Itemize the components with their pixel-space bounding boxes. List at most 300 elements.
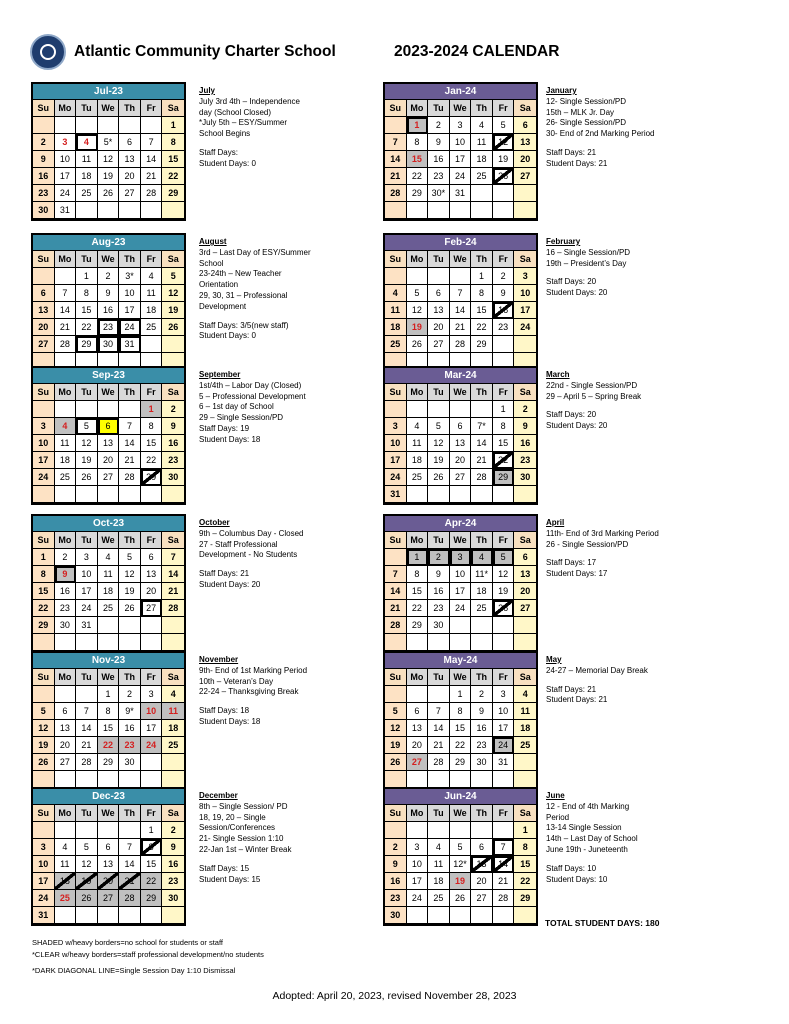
day-cell: 10	[407, 856, 429, 873]
notes-line: 26 - Single Session/PD	[546, 539, 629, 549]
legend-shaded: SHADED w/heavy borders=no school for students or staff	[32, 938, 223, 947]
notes-line: 22nd - Single Session/PD	[546, 380, 638, 390]
day-cell: 29	[33, 617, 55, 634]
day-cell: 5	[33, 703, 55, 720]
day-cell: 3	[76, 549, 98, 566]
day-cell: 24	[493, 737, 515, 754]
day-cell: 29	[493, 469, 515, 486]
day-cell: 14	[55, 302, 77, 319]
day-cell: 23	[33, 185, 55, 202]
day-cell	[450, 202, 472, 219]
day-cell: 3	[493, 686, 515, 703]
notes-line: 16 – Single Session/PD	[546, 247, 631, 257]
day-cell: 6	[119, 134, 141, 151]
day-cell: 12	[33, 720, 55, 737]
day-cell	[407, 907, 429, 924]
day-cell: 2	[55, 549, 77, 566]
day-cell: 31	[119, 336, 141, 353]
weekday-header: Fr	[493, 532, 515, 549]
weekday-header: Sa	[162, 100, 184, 117]
notes-line: School	[199, 258, 224, 268]
notes-line: Student Days: 0	[199, 331, 256, 341]
day-cell: 20	[55, 737, 77, 754]
day-cell: 23	[428, 600, 450, 617]
day-cell: 3	[55, 134, 77, 151]
day-cell: 27	[98, 469, 120, 486]
day-cell: 5	[76, 839, 98, 856]
day-cell: 25	[162, 737, 184, 754]
weekday-header: Tu	[76, 669, 98, 686]
day-cell	[493, 771, 515, 788]
notes-line: 9th- End of 1st Marking Period	[199, 665, 308, 675]
weekday-header: Fr	[141, 669, 163, 686]
day-cell: 21	[76, 737, 98, 754]
day-cell: 12	[385, 720, 407, 737]
day-cell	[98, 117, 120, 134]
notes-line: 13-14 Single Session	[546, 823, 622, 833]
notes-title: October	[199, 518, 230, 527]
day-cell	[428, 401, 450, 418]
day-cell: 20	[407, 737, 429, 754]
day-cell	[33, 401, 55, 418]
day-cell	[407, 486, 429, 503]
weekday-header: Mo	[55, 669, 77, 686]
day-cell: 6	[141, 549, 163, 566]
month-notes	[546, 86, 655, 170]
day-cell	[450, 907, 472, 924]
day-cell: 19	[33, 737, 55, 754]
notes-line	[199, 313, 311, 321]
day-cell: 22	[407, 600, 429, 617]
day-cell: 19	[76, 873, 98, 890]
day-cell: 3	[450, 549, 472, 566]
day-cell: 1	[407, 117, 429, 134]
month-calendar	[383, 82, 538, 221]
day-cell: 21	[141, 168, 163, 185]
weekday-header: Tu	[428, 532, 450, 549]
weekday-header: We	[450, 532, 472, 549]
day-cell: 9	[162, 839, 184, 856]
day-cell: 25	[385, 336, 407, 353]
day-cell	[385, 822, 407, 839]
notes-line: 11th- End of 3rd Marking Period	[546, 528, 659, 538]
notes-line: 12- Single Session/PD	[546, 96, 627, 106]
day-cell: 11	[471, 134, 493, 151]
day-cell: 31	[450, 185, 472, 202]
total-student-days: TOTAL STUDENT DAYS: 180	[545, 918, 660, 928]
day-cell: 19	[450, 873, 472, 890]
notes-title: May	[546, 655, 562, 664]
day-cell	[385, 117, 407, 134]
notes-line: 10th – Veteran’s Day	[199, 676, 274, 686]
notes-line	[546, 140, 655, 148]
day-cell	[450, 401, 472, 418]
day-cell: 17	[450, 583, 472, 600]
day-cell: 18	[471, 583, 493, 600]
day-cell: 20	[514, 151, 536, 168]
notes-line: Student Days: 20	[546, 421, 608, 431]
day-cell	[76, 771, 98, 788]
notes-line: Student Days: 10	[546, 874, 608, 884]
day-cell: 19	[407, 319, 429, 336]
notes-title: November	[199, 655, 239, 664]
day-cell	[141, 117, 163, 134]
day-cell	[471, 401, 493, 418]
notes-line: Staff Days: 21	[546, 684, 597, 694]
day-cell	[471, 634, 493, 651]
day-cell: 8	[471, 285, 493, 302]
day-cell: 18	[98, 583, 120, 600]
day-cell: 13	[33, 302, 55, 319]
notes-title: February	[546, 237, 581, 246]
notes-line: Staff Days: 18	[199, 706, 250, 716]
month-calendar	[383, 514, 538, 653]
day-cell: 6	[98, 839, 120, 856]
day-cell	[119, 617, 141, 634]
notes-title: June	[546, 791, 565, 800]
day-cell: 24	[514, 319, 536, 336]
day-cell: 9	[162, 418, 184, 435]
day-cell	[450, 486, 472, 503]
day-cell	[119, 771, 141, 788]
weekday-header: Tu	[428, 805, 450, 822]
day-cell	[385, 771, 407, 788]
month-title: Nov-23	[33, 653, 184, 669]
day-cell: 22	[493, 452, 515, 469]
day-cell: 20	[450, 452, 472, 469]
day-cell: 5	[493, 549, 515, 566]
day-cell	[385, 686, 407, 703]
day-cell: 1	[514, 822, 536, 839]
day-cell: 22	[471, 319, 493, 336]
weekday-header: Su	[385, 100, 407, 117]
day-cell	[141, 754, 163, 771]
day-cell: 26	[162, 319, 184, 336]
day-cell	[493, 336, 515, 353]
day-cell	[119, 401, 141, 418]
day-cell: 13	[450, 435, 472, 452]
month-notes	[546, 237, 630, 299]
day-cell: 11	[162, 703, 184, 720]
weekday-header: Th	[471, 384, 493, 401]
day-cell: 5*	[98, 134, 120, 151]
weekday-header: We	[450, 100, 472, 117]
day-cell	[98, 771, 120, 788]
day-cell: 7	[141, 134, 163, 151]
day-cell: 17	[55, 168, 77, 185]
day-cell: 7	[428, 703, 450, 720]
day-cell: 29	[514, 890, 536, 907]
weekday-header: Su	[33, 384, 55, 401]
day-cell: 30	[98, 336, 120, 353]
day-cell: 16	[98, 302, 120, 319]
notes-line: Student Days: 20	[199, 579, 261, 589]
month-notes	[546, 655, 648, 706]
day-cell: 3	[141, 686, 163, 703]
day-cell	[98, 907, 120, 924]
month-title: May-24	[385, 653, 536, 669]
day-cell: 29	[450, 754, 472, 771]
day-cell: 2	[493, 268, 515, 285]
day-cell: 13	[471, 856, 493, 873]
day-cell: 18	[76, 168, 98, 185]
day-cell: 4	[471, 117, 493, 134]
day-cell: 28	[428, 754, 450, 771]
notes-line: Staff Days: 15	[199, 863, 250, 873]
day-cell: 22	[33, 600, 55, 617]
day-cell: 22	[407, 168, 429, 185]
weekday-header: Th	[119, 100, 141, 117]
day-cell: 18	[162, 720, 184, 737]
day-cell: 24	[385, 469, 407, 486]
day-cell	[55, 268, 77, 285]
notes-line: 15th – MLK Jr. Day	[546, 107, 615, 117]
day-cell: 21	[385, 600, 407, 617]
day-cell	[471, 202, 493, 219]
day-cell: 7	[385, 134, 407, 151]
weekday-header: We	[98, 669, 120, 686]
day-cell: 24	[141, 737, 163, 754]
day-cell: 24	[119, 319, 141, 336]
day-cell: 30	[428, 617, 450, 634]
notes-line: Staff Days: 20	[546, 277, 597, 287]
day-cell: 23	[98, 319, 120, 336]
weekday-header: Th	[471, 669, 493, 686]
day-cell: 19	[119, 583, 141, 600]
day-cell	[428, 771, 450, 788]
notes-line: 26- Single Session/PD	[546, 118, 627, 128]
day-cell: 26	[493, 600, 515, 617]
day-cell: 18	[514, 720, 536, 737]
day-cell: 2	[428, 117, 450, 134]
day-cell: 25	[407, 469, 429, 486]
day-cell	[493, 907, 515, 924]
notes-title: August	[199, 237, 227, 246]
day-cell: 19	[428, 452, 450, 469]
month-title: Jul-23	[33, 84, 184, 100]
day-cell	[119, 486, 141, 503]
day-cell: 15	[450, 720, 472, 737]
notes-line: Development	[199, 301, 247, 311]
day-cell	[514, 907, 536, 924]
day-cell	[450, 617, 472, 634]
day-cell: 26	[98, 185, 120, 202]
day-cell: 13	[98, 856, 120, 873]
day-cell: 1	[76, 268, 98, 285]
day-cell: 21	[55, 319, 77, 336]
weekday-header: Th	[119, 669, 141, 686]
legend-clear: *CLEAR w/heavy borders=staff professional development/no students	[32, 950, 264, 959]
day-cell: 30	[514, 469, 536, 486]
day-cell: 15	[141, 856, 163, 873]
month-title: Oct-23	[33, 516, 184, 532]
day-cell	[98, 634, 120, 651]
day-cell	[450, 822, 472, 839]
month-title: Dec-23	[33, 789, 184, 805]
day-cell: 16	[119, 720, 141, 737]
day-cell: 13	[98, 435, 120, 452]
day-cell: 29	[98, 754, 120, 771]
legend-diagonal: *DARK DIAGONAL LINE=Single Session Day 1:10 Dismissal	[32, 966, 236, 975]
day-cell: 16	[55, 583, 77, 600]
day-cell: 17	[385, 452, 407, 469]
weekday-header: Sa	[162, 384, 184, 401]
day-cell: 11	[98, 566, 120, 583]
day-cell: 12	[119, 566, 141, 583]
day-cell: 28	[76, 754, 98, 771]
day-cell: 7	[450, 285, 472, 302]
weekday-header: Tu	[76, 384, 98, 401]
notes-line: 22-Jan 1st – Winter Break	[199, 844, 292, 854]
notes-title: March	[546, 370, 570, 379]
day-cell	[55, 822, 77, 839]
day-cell: 6	[514, 549, 536, 566]
notes-line: 30- End of 2nd Marking Period	[546, 129, 655, 139]
day-cell: 19	[385, 737, 407, 754]
day-cell: 23	[162, 452, 184, 469]
day-cell: 30*	[428, 185, 450, 202]
day-cell: 20	[33, 319, 55, 336]
day-cell	[55, 907, 77, 924]
day-cell: 10	[385, 435, 407, 452]
day-cell: 16	[428, 583, 450, 600]
notes-line: 29 – April 5 – Spring Break	[546, 391, 642, 401]
month-calendar	[31, 514, 186, 653]
weekday-header: We	[98, 384, 120, 401]
notes-line: Student Days: 18	[199, 434, 261, 444]
day-cell: 8	[98, 703, 120, 720]
day-cell: 23	[119, 737, 141, 754]
day-cell: 2	[119, 686, 141, 703]
day-cell: 26	[407, 336, 429, 353]
day-cell	[428, 486, 450, 503]
day-cell: 27	[33, 336, 55, 353]
day-cell: 6	[450, 418, 472, 435]
day-cell	[493, 486, 515, 503]
weekday-header: Mo	[407, 100, 429, 117]
day-cell: 23	[385, 890, 407, 907]
day-cell: 18	[141, 302, 163, 319]
day-cell: 12*	[450, 856, 472, 873]
day-cell	[493, 617, 515, 634]
day-cell	[98, 822, 120, 839]
day-cell: 12	[162, 285, 184, 302]
day-cell: 31	[33, 907, 55, 924]
day-cell	[385, 401, 407, 418]
day-cell	[119, 907, 141, 924]
day-cell	[471, 822, 493, 839]
day-cell	[471, 907, 493, 924]
notes-line: Student Days: 15	[199, 874, 261, 884]
day-cell: 11	[407, 435, 429, 452]
day-cell: 30	[33, 202, 55, 219]
weekday-header: Mo	[407, 384, 429, 401]
day-cell: 29	[471, 336, 493, 353]
notes-line: 8th – Single Session/ PD	[199, 801, 288, 811]
day-cell: 27	[141, 600, 163, 617]
weekday-header: Tu	[76, 532, 98, 549]
day-cell: 6	[428, 285, 450, 302]
day-cell: 17	[33, 873, 55, 890]
day-cell: 25	[514, 737, 536, 754]
weekday-header: Fr	[141, 532, 163, 549]
month-title: Jan-24	[385, 84, 536, 100]
day-cell: 1	[471, 268, 493, 285]
day-cell	[141, 202, 163, 219]
day-cell: 3	[33, 418, 55, 435]
day-cell: 21	[428, 737, 450, 754]
adopted-footer: Adopted: April 20, 2023, revised November 28, 2023	[272, 990, 517, 1002]
day-cell: 21	[385, 168, 407, 185]
day-cell: 23	[493, 319, 515, 336]
day-cell: 3*	[119, 268, 141, 285]
day-cell: 7	[385, 566, 407, 583]
day-cell: 18	[407, 452, 429, 469]
day-cell	[76, 117, 98, 134]
day-cell: 21	[119, 452, 141, 469]
notes-line: Student Days: 20	[546, 288, 608, 298]
day-cell	[471, 771, 493, 788]
day-cell: 7	[119, 839, 141, 856]
day-cell: 9	[514, 418, 536, 435]
day-cell: 16	[33, 168, 55, 185]
day-cell	[76, 202, 98, 219]
notes-line: 18, 19, 20 – Single	[199, 812, 266, 822]
day-cell: 29	[141, 890, 163, 907]
day-cell	[450, 634, 472, 651]
day-cell: 24	[450, 600, 472, 617]
day-cell: 10	[514, 285, 536, 302]
notes-line	[546, 856, 638, 864]
notes-line: 24-27 – Memorial Day Break	[546, 665, 648, 675]
school-logo	[30, 34, 66, 70]
day-cell: 16	[428, 151, 450, 168]
notes-line: 12 - End of 4th Marking	[546, 801, 630, 811]
day-cell: 11	[385, 302, 407, 319]
day-cell: 4	[407, 418, 429, 435]
day-cell: 4	[385, 285, 407, 302]
day-cell: 25	[55, 890, 77, 907]
notes-line	[546, 269, 630, 277]
day-cell	[493, 202, 515, 219]
day-cell	[514, 771, 536, 788]
day-cell: 9	[493, 285, 515, 302]
day-cell	[141, 486, 163, 503]
day-cell: 13	[141, 566, 163, 583]
day-cell: 10	[141, 703, 163, 720]
day-cell: 22	[141, 873, 163, 890]
day-cell: 4	[162, 686, 184, 703]
day-cell: 8	[407, 566, 429, 583]
day-cell	[119, 117, 141, 134]
notes-line: Staff Days: 17	[546, 558, 597, 568]
day-cell: 2	[33, 134, 55, 151]
weekday-header: Su	[385, 251, 407, 268]
weekday-header: Mo	[407, 532, 429, 549]
day-cell: 22	[162, 168, 184, 185]
day-cell: 3	[33, 839, 55, 856]
weekday-header: Su	[33, 532, 55, 549]
weekday-header: Fr	[141, 384, 163, 401]
weekday-header: Su	[385, 805, 407, 822]
day-cell	[55, 486, 77, 503]
day-cell: 1	[33, 549, 55, 566]
weekday-header: Sa	[162, 805, 184, 822]
day-cell	[162, 617, 184, 634]
day-cell: 14	[428, 720, 450, 737]
weekday-header: Sa	[514, 532, 536, 549]
day-cell: 25	[471, 600, 493, 617]
